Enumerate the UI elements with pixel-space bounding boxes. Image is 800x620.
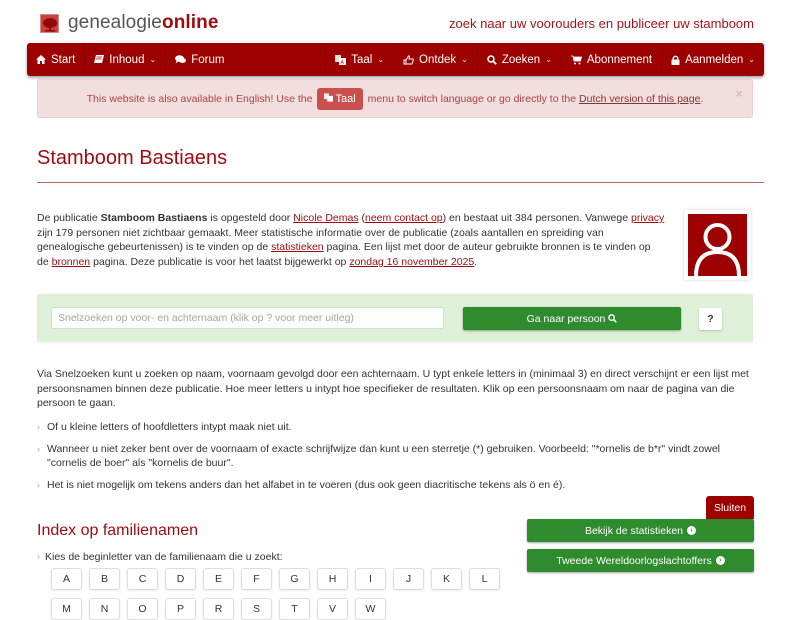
page-title: Stamboom Bastiaens (37, 147, 228, 169)
letter-button[interactable]: R (203, 598, 234, 620)
quick-search-panel (37, 294, 753, 342)
close-button[interactable]: Sluiten (706, 496, 754, 519)
index-hint-text: Kies de beginletter van de familienaam die u zoekt: (45, 551, 283, 563)
letter-index (51, 568, 511, 620)
letter-button[interactable]: B (89, 568, 120, 590)
site-tagline: zoek naar uw voorouders en publiceer uw stamboom (449, 16, 754, 31)
chevron-down-icon: ⌄ (748, 55, 755, 64)
chevron-down-icon: ⌄ (149, 55, 157, 64)
intro-text: ( (358, 212, 365, 224)
lock-icon (671, 55, 680, 65)
search-tip (37, 442, 759, 471)
tree-logo-icon (40, 14, 59, 33)
alert-taal-button[interactable] (317, 88, 362, 110)
chevron-circle-right-icon: › (716, 556, 725, 565)
go-to-person-button[interactable] (463, 307, 681, 330)
intro-text: ) en bestaat uit 384 personen. Vanwege (442, 212, 631, 224)
nav-right-group (325, 43, 764, 76)
sources-link[interactable]: bronnen (51, 256, 91, 269)
language-icon (335, 55, 346, 65)
intro-text: De publicatie (37, 212, 101, 224)
cart-icon (571, 55, 582, 65)
language-icon (324, 93, 333, 104)
chevron-down-icon: ⌄ (461, 55, 468, 64)
view-statistics-label: Bekijk de statistieken (584, 524, 684, 537)
nav-item-taal[interactable] (325, 43, 393, 76)
nav-item-zoeken[interactable] (477, 43, 561, 76)
nav-label: Zoeken (501, 53, 541, 66)
chevron-down-icon: ⌄ (377, 55, 385, 64)
intro-text: pagina. Een lijst met door de auteur gebruikte bronnen is te vinden op de (37, 241, 651, 269)
nav-label: Start (51, 53, 76, 66)
nav-item-aanmelden[interactable] (661, 43, 764, 76)
search-explanation: Via Snelzoeken kunt u zoeken op naam, voornaam gevolgd door een achternaam. U typt enkele letters in (minimaal 3) en direct verschijnt er een lijst met persoonsnamen binnen deze publicatie. Hoe meer letters u intypt hoe specifieker de resultaten. Klik op een persoonsnaam om naar de pagina van die persoon te gaan. (37, 368, 749, 410)
ww2-victims-label: Tweede Wereldoorlogslachtoffers (556, 554, 712, 567)
book-icon (94, 55, 104, 64)
letter-button[interactable]: E (203, 568, 234, 590)
alert-text-before: This website is also available in English! Use the (86, 92, 313, 105)
chevron-right-icon: › (37, 443, 40, 454)
intro-text: pagina. Deze publicatie is voor het laatst bijgewerkt op (90, 256, 350, 269)
intro-text: zijn 179 personen niet zichtbaar gemaakt. Meer statistische informatie over de publicatie (zoals aantallen en spreiding van genealogische gebeurtenissen) is te vinden op de (37, 226, 604, 254)
intro-text: . (474, 256, 478, 269)
letter-button[interactable]: O (127, 598, 158, 620)
letter-button[interactable]: J (393, 568, 424, 590)
chevron-right-icon: › (37, 551, 40, 561)
intro-text: is opgesteld door (207, 212, 294, 224)
search-icon (487, 55, 497, 65)
letter-button[interactable]: G (279, 568, 310, 590)
user-icon (688, 214, 747, 276)
alert-taal-label: Taal (335, 92, 356, 105)
search-help-button[interactable]: ? (699, 308, 722, 330)
chevron-right-icon: › (37, 480, 40, 491)
logo-text-suffix: online (161, 12, 219, 33)
letter-button[interactable]: M (51, 598, 82, 620)
nav-item-inhoud[interactable] (85, 43, 166, 76)
letter-button[interactable]: A (51, 568, 82, 590)
quick-search-input[interactable] (51, 307, 444, 329)
nav-label: Forum (191, 53, 225, 66)
view-statistics-button[interactable] (527, 519, 754, 542)
title-divider (37, 182, 764, 183)
main-navbar (27, 43, 764, 76)
svg-text:A: A (340, 59, 345, 66)
chevron-right-icon: › (37, 422, 40, 432)
chevron-circle-right-icon: › (687, 526, 696, 535)
nav-item-forum[interactable] (166, 43, 234, 76)
letter-button[interactable]: D (165, 568, 196, 590)
nav-label: Abonnement (586, 53, 653, 66)
last-updated-link[interactable]: zondag 16 november 2025 (349, 256, 475, 269)
publication-intro (37, 211, 665, 270)
alert-text-end: . (700, 92, 704, 105)
search-tip (37, 420, 759, 435)
nav-item-ontdek[interactable] (393, 43, 477, 76)
letter-button[interactable]: F (241, 568, 272, 590)
letter-button[interactable]: L (469, 568, 500, 590)
letter-button[interactable]: V (317, 598, 348, 620)
tip-text: Of u kleine letters of hoofdletters intypt maak niet uit. (47, 421, 292, 433)
privacy-link[interactable]: privacy (631, 212, 665, 224)
hand-pointer-icon (403, 55, 414, 65)
search-icon (608, 314, 617, 323)
alert-text-after: menu to switch language or go directly to the (367, 92, 577, 105)
close-icon[interactable]: × (735, 86, 743, 101)
search-tips-list (37, 420, 759, 500)
letter-button[interactable]: K (431, 568, 462, 590)
author-avatar[interactable] (684, 210, 751, 280)
letter-button[interactable]: T (279, 598, 310, 620)
logo-text-prefix: genealogie (68, 12, 162, 33)
nav-item-start[interactable] (27, 43, 85, 76)
letter-button[interactable]: S (241, 598, 272, 620)
site-logo[interactable] (40, 12, 219, 34)
surname-index-title: Index op familienamen (37, 522, 198, 539)
go-to-person-label: Ga naar persoon (526, 312, 606, 325)
letter-button[interactable]: C (127, 568, 158, 590)
chevron-down-icon: ⌄ (545, 55, 552, 64)
language-alert (37, 79, 753, 118)
nav-label: Ontdek (419, 53, 457, 66)
nav-left-group (27, 43, 234, 76)
letter-button[interactable]: N (89, 598, 120, 620)
ww2-victims-button[interactable] (527, 549, 754, 572)
letter-button[interactable]: H (317, 568, 348, 590)
search-tip (37, 478, 759, 493)
contact-link[interactable]: neem contact op (365, 212, 443, 224)
home-icon (36, 55, 46, 64)
comments-icon (175, 55, 186, 64)
letter-button[interactable]: W (355, 598, 386, 620)
nav-label: Taal (351, 53, 373, 66)
author-link[interactable]: Nicole Demas (293, 212, 359, 224)
letter-button[interactable]: I (355, 568, 386, 590)
dutch-version-link[interactable]: Dutch version of this page (579, 92, 701, 105)
nav-item-abonnement[interactable] (561, 43, 661, 76)
nav-label: Aanmelden (685, 53, 744, 66)
logo-text (68, 12, 219, 34)
site-header (0, 0, 800, 44)
letter-button[interactable]: P (165, 598, 196, 620)
surname-index-hint (37, 551, 283, 563)
tip-text: Het is niet mogelijk om tekens anders dan het alfabet in te voeren (dus ook geen diacritische tekens als ö en é). (47, 479, 566, 492)
tip-text: Wanneer u niet zeker bent over de voornaam of exacte schrijfwijze dan kunt u een sterretje (*) gebruiken. Voorbeeld: "*ornelis de b*r" vindt zowel "cornelis de boer" als "kornelis de buur". (47, 442, 721, 470)
statistics-link[interactable]: statistieken (271, 241, 324, 254)
publication-name: Stamboom Bastiaens (100, 212, 208, 224)
nav-label: Inhoud (109, 53, 145, 66)
